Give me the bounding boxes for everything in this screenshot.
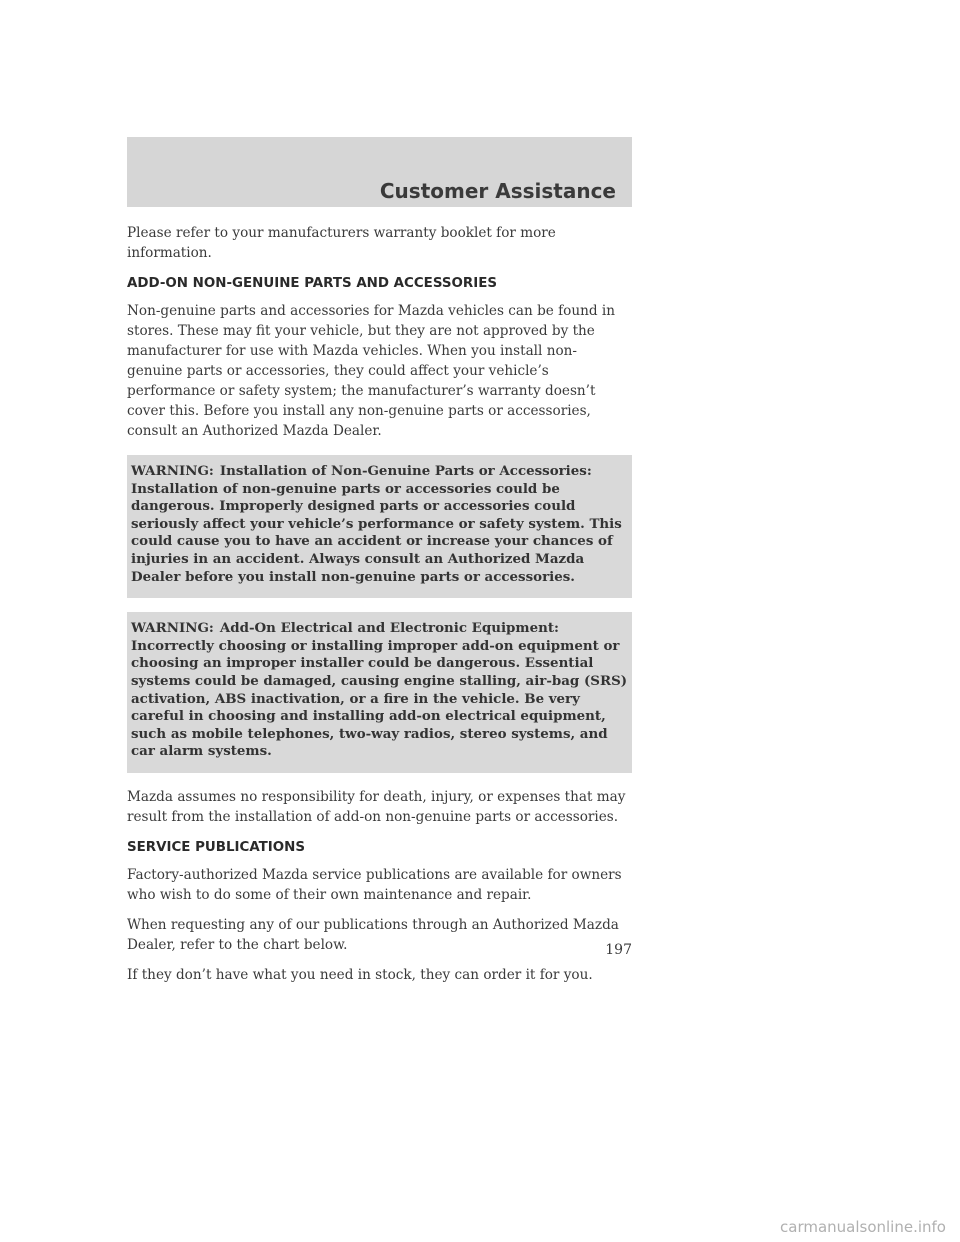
warning-text: [131, 463, 628, 586]
order-paragraph: If they don’t have what you need in stock, they can order it for you.: [127, 966, 593, 983]
page-number: 197: [605, 942, 632, 958]
liability-paragraph: Mazda assumes no responsibility for death, injury, or expenses that may result from the installation of add-on non-genuine parts or accessories.: [127, 788, 626, 825]
warranty-note-paragraph: Please refer to your manufacturers warranty booklet for more information.: [127, 225, 556, 261]
non-genuine-parts-paragraph: Non-genuine parts and accessories for Mazda vehicles can be found in stores. These may fit your vehicle, but they are not approved by the manufacturer for use with Mazda vehicles. When you install non-genuine parts or accessories, they could affect your vehicle’s performance or safety system; the manufacturer’s warranty doesn’t cover this. Before you install any non-genuine parts or accessories, consult an Authorized Mazda Dealer.: [127, 303, 615, 439]
addon-parts-heading: ADD-ON NON-GENUINE PARTS AND ACCESSORIES: [127, 276, 497, 291]
warning-label: WARNING:: [131, 463, 214, 479]
requesting-publications-paragraph: When requesting any of our publications through an Authorized Mazda Dealer, refer to the chart below.: [127, 916, 619, 953]
warning-text: [131, 620, 628, 761]
section-title: Customer Assistance: [379, 179, 616, 203]
warning-non-genuine-parts: [127, 455, 632, 598]
service-publications-paragraph: Factory-authorized Mazda service publications are available for owners who wish to do some of their own maintenance and repair.: [127, 866, 622, 903]
warning-body: Add-On Electrical and Electronic Equipment: Incorrectly choosing or installing improper add-on equipment or choosing an improper installer could be dangerous. Essential systems could be damaged, causing engine stalling, air-bag (SRS) activation, ABS inactivation, or a fire in the vehicle. Be very careful in choosing and installing add-on electrical equipment, such as mobile telephones, two-way radios, stereo systems, and car alarm systems.: [131, 620, 628, 760]
page-content: [127, 223, 632, 995]
section-header-band: [127, 137, 632, 207]
warning-label: WARNING:: [131, 620, 214, 637]
warning-body: Installation of Non-Genuine Parts or Accessories: Installation of non-genuine parts or accessories could be dangerous. Improperly designed parts or accessories could seriously affect your vehicle’s performance or safety system. This could cause you to have an accident or increase your chances of injuries in an accident. Always consult an Authorized Mazda Dealer before you install non-genuine parts or accessories.: [131, 463, 622, 585]
warning-addon-electrical: [127, 612, 632, 773]
watermark: carmanualsonline.info: [780, 1218, 946, 1236]
service-publications-heading: SERVICE PUBLICATIONS: [127, 839, 305, 855]
